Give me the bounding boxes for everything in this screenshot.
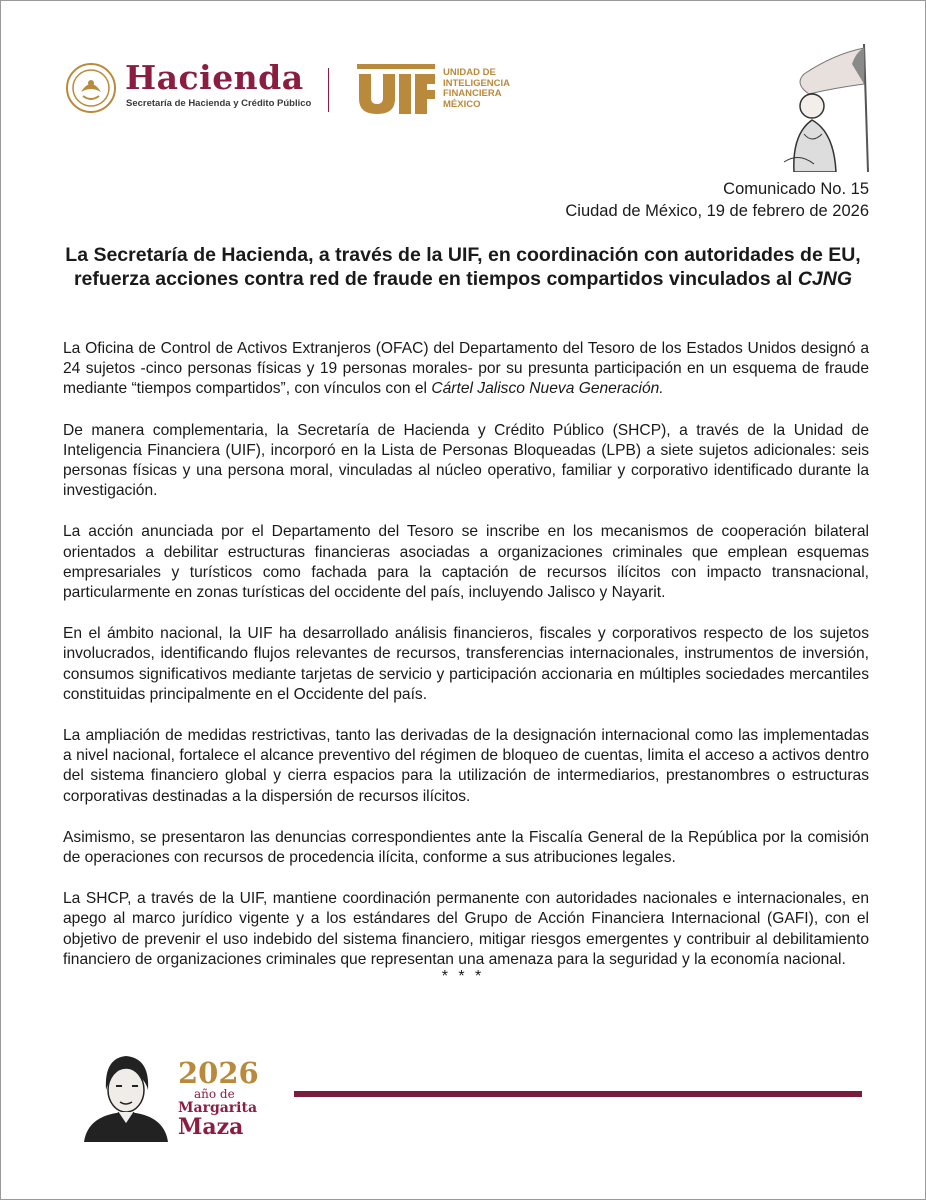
footer-name-last: Maza — [178, 1114, 244, 1140]
heroine-flag-illustration-icon — [764, 44, 874, 172]
communique-meta — [565, 178, 869, 222]
communique-body — [63, 339, 869, 991]
paragraph: Asimismo, se presentaron las denuncias correspondientes ante la Fiscalía General de la República por la comisión de operaciones con recursos de procedencia ilícita, conforme a sus atribuciones legales. — [63, 828, 869, 867]
communique-place-date: Ciudad de México, 19 de febrero de 2026 — [565, 202, 869, 220]
uif-line: MÉXICO — [443, 98, 481, 110]
uif-label — [443, 68, 510, 110]
paragraph: De manera complementaria, la Secretaría de Hacienda y Crédito Público (SHCP), a través de la Unidad de Inteligencia Financiera (UIF), incorporó en la Lista de Personas Bloqueadas (LPB) a siete sujetos adicionales: seis personas físicas y una persona moral, vinculadas al núcleo operativo, familiar y corporativo identificado durante la investigación. — [63, 421, 869, 500]
header-logos — [65, 60, 585, 120]
footer-year: 2026 — [178, 1056, 259, 1090]
paragraph-italic: Cártel Jalisco Nueva Generación. — [431, 380, 664, 398]
uif-line: INTELIGENCIA — [443, 77, 511, 89]
uif-line: UNIDAD DE — [443, 67, 496, 78]
footer-year-sub: año de — [194, 1087, 235, 1101]
paragraph-text: La Oficina de Control de Activos Extranjeros (OFAC) del Departamento del Tesoro de los Estados Unidos designó a 24 sujetos -cinco personas físicas y 19 personas morales- por su presunta participación en un esquema de fraude mediante “tiempos compartidos”, con vínculos con el — [63, 340, 869, 398]
paragraph: La acción anunciada por el Departamento del Tesoro se inscribe en los mecanismos de cooperación bilateral orientados a debilitar estructuras financieras asociadas a organizaciones criminales que emplean esquemas empresariales y turísticos como fachada para la captación de recursos ilícitos con impacto transnacional, particularmente en zonas turísticas del occidente del país, incluyendo Jalisco y Nayarit. — [63, 523, 869, 602]
logo-divider — [328, 68, 329, 112]
margarita-maza-portrait-icon — [78, 1050, 174, 1142]
national-seal-icon — [65, 62, 117, 114]
paragraph: La ampliación de medidas restrictivas, tanto las derivadas de la designación internacional como las implementadas a nivel nacional, fortalece el alcance preventivo del régimen de bloqueo de cuentas, limita el acceso a activos dentro del sistema financiero global y cierra espacios para la utilización de intermediarios, prestanombres o estructuras corporativas destinadas a la dispersión de recursos ilícitos. — [63, 727, 869, 805]
uif-logo-icon — [355, 64, 437, 114]
communique-title — [60, 243, 866, 291]
uif-line: FINANCIERA — [443, 88, 502, 99]
paragraph: La SHCP, a través de la UIF, mantiene coordinación permanente con autoridades nacionales e internacionales, en apego al marco jurídico vigente y a los estándares del Grupo de Acción Financiera Internacional (GAFI), con el objetivo de prevenir el uso indebido del sistema financiero, mitigar riesgos emergentes y contribuir al debilitamiento financiero de organizaciones criminales que representan una amenaza para la seguridad y la economía nacional. — [63, 890, 869, 968]
title-text: La Secretaría de Hacienda, a través de la UIF, en coordinación con autoridades de EU, refuerza acciones contra red de fraude en tiempos compartidos vinculados al — [65, 244, 861, 290]
paragraph: En el ámbito nacional, la UIF ha desarrollado análisis financieros, fiscales y corporativos respecto de los sujetos involucrados, identificando flujos relevantes de recursos, transferencias internacionales, instrumentos de inversión, consumos significativos mediante tarjetas de servicio y participación accionaria en múltiples sociedades mercantiles constituidas principalmente en el Occidente del país. — [63, 625, 869, 703]
section-separator: * * * — [441, 968, 485, 985]
hacienda-wordmark: Hacienda — [125, 58, 304, 97]
title-italic: CJNG — [797, 268, 853, 290]
footer-rule — [294, 1091, 862, 1097]
footer-name-first: Margarita — [178, 1100, 258, 1116]
hacienda-subtitle: Secretaría de Hacienda y Crédito Público — [126, 98, 312, 109]
communique-number: Comunicado No. 15 — [723, 180, 869, 198]
paragraph — [63, 339, 869, 400]
